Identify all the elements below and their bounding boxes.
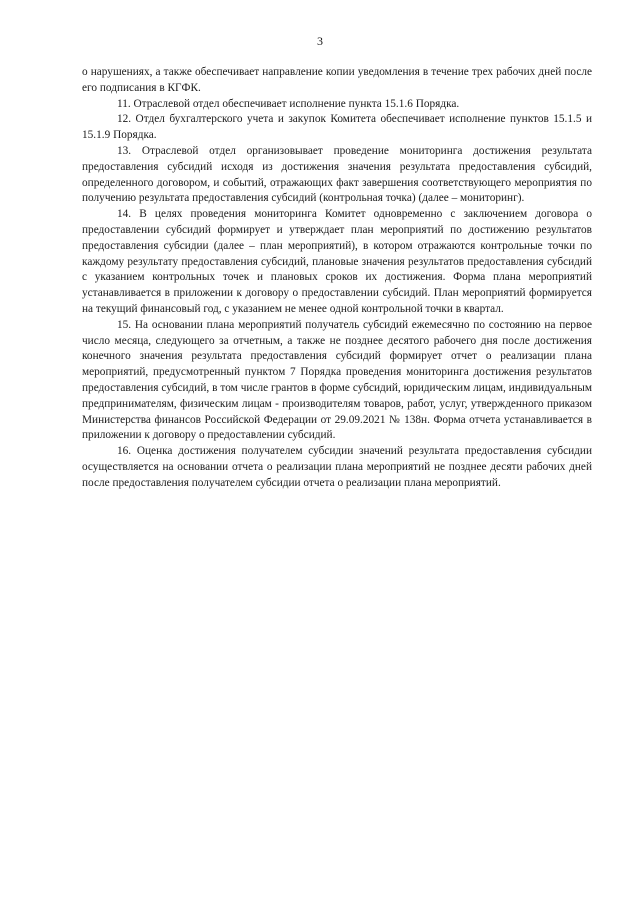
paragraph-continuation: о нарушениях, а также обеспечивает направление копии уведомления в течение трех рабочих дней после его подписания в КГФК. (82, 66, 592, 94)
paragraph-13: 13. Отраслевой отдел организовывает проведение мониторинга достижения результата предоставления субсидий исходя из достижения значения результата предоставления субсидий, определенного договором, и событий, отражающих факт завершения соответствующего мероприятия по получению результата предоставления субсидий (контрольная точка) (далее – мониторинг). (82, 144, 592, 205)
paragraph-14: 14. В целях проведения мониторинга Комитет одновременно с заключением договора о предоставлении субсидий формирует и утверждает план мероприятий по достижению результатов предоставления субсидии (далее – план мероприятий), в котором отражаются контрольные точки по каждому результату предоставления субсидий, плановые значения результатов предоставления субсидий с указанием контрольных точек и плановых сроков их достижения. Форма плана мероприятий устанавливается в приложении к договору о предоставлении субсидий. План мероприятий формируется на текущий финансовый год, с указанием не менее одной контрольной точки в квартал. (82, 208, 592, 315)
document-body (82, 65, 592, 492)
paragraph-16: 16. Оценка достижения получателем субсидии значений результата предоставления субсидии осуществляется на основании отчета о реализации плана мероприятий не позднее десяти рабочих дней после предоставления получателем субсидии отчета о реализации плана мероприятий. (82, 445, 592, 489)
paragraph-12: 12. Отдел бухгалтерского учета и закупок Комитета обеспечивает исполнение пунктов 15.1.5 и 15.1.9 Порядка. (82, 113, 592, 142)
page-number: 3 (317, 34, 323, 48)
paragraph-15: 15. На основании плана мероприятий получатель субсидий ежемесячно по состоянию на первое число месяца, следующего за отчетным, а также не позднее десятого рабочего дня после достижения конечного значения результата предоставления субсидий формирует отчет о реализации плана мероприятий, предусмотренный пунктом 7 Порядка проведения мониторинга достижения результатов предоставления субсидий, в том числе грантов в форме субсидий, юридическим лицам, индивидуальным предпринимателям, физическим лицам - производителям товаров, работ, услуг, утвержденного приказом Министерства финансов Российской Федерации от 29.09.2021 № 138н. Форма отчета устанавливается в приложении к договору о предоставлении субсидий. (82, 318, 592, 442)
paragraph-11: 11. Отраслевой отдел обеспечивает исполнение пункта 15.1.6 Порядка. (117, 97, 460, 110)
